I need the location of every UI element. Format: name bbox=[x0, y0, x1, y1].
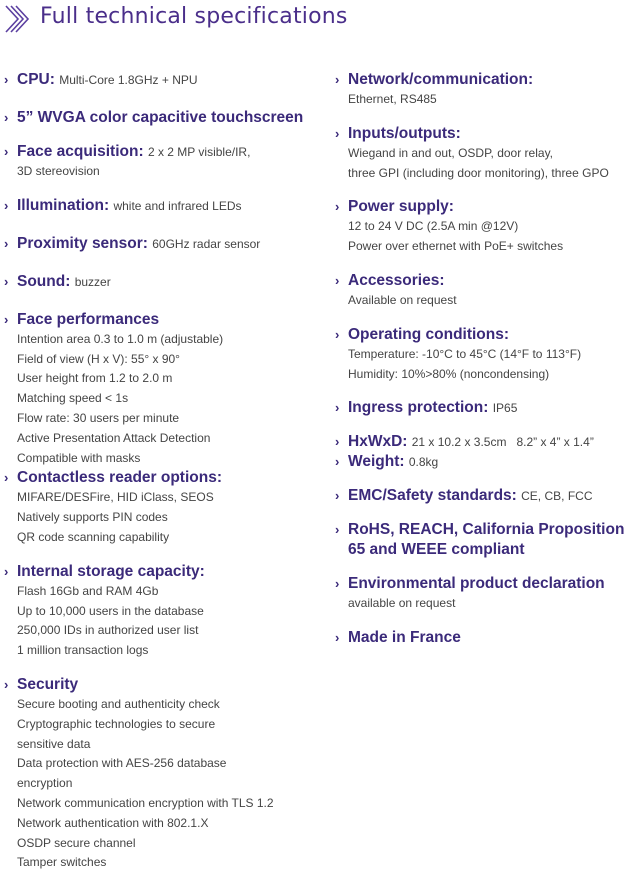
spec-line: 3D stereovision bbox=[17, 164, 100, 178]
spec-inputs-outputs bbox=[335, 124, 640, 184]
spec-line: Temperature: -10°C to 45°C (14°F to 113°F) bbox=[348, 346, 582, 361]
specs-right-column bbox=[335, 70, 640, 648]
spec-line: 1 million transaction logs bbox=[17, 643, 149, 658]
spec-contactless-reader bbox=[4, 468, 322, 547]
spec-line: QR code scanning capability bbox=[17, 529, 170, 544]
spec-heading: Proximity sensor: bbox=[17, 234, 148, 252]
spec-line: three GPI (including door monitoring), three GPO bbox=[348, 165, 609, 180]
spec-inline-value: Multi-Core 1.8GHz + NPU bbox=[59, 73, 198, 87]
spec-line: Up to 10,000 users in the database bbox=[17, 603, 204, 618]
spec-line: Secure booting and authenticity check bbox=[17, 696, 220, 711]
spec-line: Intention area 0.3 to 1.0 m (adjustable) bbox=[17, 331, 224, 346]
spec-line: Available on request bbox=[348, 292, 457, 307]
spec-face-performances bbox=[4, 310, 322, 469]
spec-face-acquisition bbox=[4, 142, 322, 182]
spec-line: Flash 16Gb and RAM 4Gb bbox=[17, 583, 159, 598]
spec-line: Network authentication with 802.1.X bbox=[17, 815, 209, 830]
spec-heading: Contactless reader options: bbox=[17, 469, 222, 487]
spec-environmental-declaration bbox=[335, 574, 640, 614]
spec-heading: HxWxD: bbox=[348, 433, 408, 451]
spec-operating-conditions bbox=[335, 325, 640, 385]
spec-heading: Ingress protection: bbox=[348, 399, 489, 417]
spec-cpu bbox=[4, 70, 322, 90]
spec-heading: Environmental product declaration bbox=[348, 575, 605, 593]
spec-line: Natively supports PIN codes bbox=[17, 510, 168, 525]
spec-network bbox=[335, 70, 640, 110]
spec-internal-storage bbox=[4, 562, 322, 661]
spec-heading: Sound: bbox=[17, 272, 71, 290]
spec-dimensions bbox=[335, 432, 640, 452]
spec-heading: CPU: bbox=[17, 71, 55, 88]
spec-line: OSDP secure channel bbox=[17, 835, 136, 850]
spec-heading: Weight: bbox=[348, 453, 405, 471]
spec-inline-value: 2 x 2 MP visible/IR, bbox=[147, 145, 251, 159]
spec-heading: Inputs/outputs: bbox=[348, 124, 461, 142]
chevron-right-icon: › bbox=[4, 235, 9, 251]
spec-line: Cryptographic technologies to secure bbox=[17, 716, 216, 731]
spec-emc-safety bbox=[335, 486, 640, 506]
spec-line: Active Presentation Attack Detection bbox=[17, 430, 211, 445]
spec-heading: EMC/Safety standards: bbox=[348, 487, 517, 505]
spec-inline-value: IP65 bbox=[492, 401, 518, 416]
spec-line: Flow rate: 30 users per minute bbox=[17, 410, 180, 425]
spec-proximity-sensor bbox=[4, 234, 322, 254]
spec-inline-value: buzzer bbox=[74, 274, 111, 289]
chevron-right-icon: › bbox=[335, 488, 340, 504]
spec-heading: Accessories: bbox=[348, 271, 445, 289]
spec-line: available on request bbox=[348, 596, 456, 611]
spec-touchscreen bbox=[4, 108, 322, 128]
spec-line: sensitive data bbox=[17, 736, 91, 751]
spec-made-in-france bbox=[335, 628, 640, 648]
chevron-right-icon: › bbox=[4, 72, 9, 87]
chevron-right-icon: › bbox=[335, 326, 340, 342]
spec-line: MIFARE/DESFire, HID iClass, SEOS bbox=[17, 490, 214, 505]
brand-chevron-logo-icon bbox=[4, 4, 30, 34]
spec-line: Data protection with AES-256 database bbox=[17, 756, 227, 771]
spec-line: User height from 1.2 to 2.0 m bbox=[17, 371, 173, 386]
page-header bbox=[0, 0, 640, 40]
spec-heading: Power supply: bbox=[348, 198, 454, 216]
spec-heading: 5” WVGA color capacitive touchscreen bbox=[17, 109, 304, 126]
spec-heading: Operating conditions: bbox=[348, 325, 510, 343]
spec-inline-value: white and infrared LEDs bbox=[113, 198, 242, 213]
spec-line: Field of view (H x V): 55° x 90° bbox=[17, 351, 180, 366]
spec-power-supply bbox=[335, 197, 640, 257]
chevron-right-icon: › bbox=[335, 522, 340, 538]
chevron-right-icon: › bbox=[4, 563, 9, 579]
spec-line: Power over ethernet with PoE+ switches bbox=[348, 239, 564, 254]
spec-inline-value: CE, CB, FCC bbox=[521, 489, 593, 504]
spec-line: 250,000 IDs in authorized user list bbox=[17, 623, 199, 638]
chevron-right-icon: › bbox=[335, 434, 340, 450]
spec-ingress-protection bbox=[335, 398, 640, 418]
spec-heading-continued: 65 and WEEE compliant bbox=[348, 541, 525, 559]
spec-weight bbox=[335, 452, 640, 472]
spec-heading: Network/communication: bbox=[348, 71, 534, 88]
spec-heading: Illumination: bbox=[17, 196, 110, 214]
chevron-right-icon: › bbox=[335, 576, 340, 592]
spec-inline-value: 60GHz radar sensor bbox=[152, 236, 261, 251]
spec-heading: Security bbox=[17, 675, 79, 693]
chevron-right-icon: › bbox=[335, 454, 340, 470]
spec-line: Humidity: 10%>80% (noncondensing) bbox=[348, 366, 550, 381]
chevron-right-icon: › bbox=[4, 311, 9, 327]
spec-security bbox=[4, 675, 322, 873]
spec-line: Matching speed < 1s bbox=[17, 391, 129, 406]
chevron-right-icon: › bbox=[335, 125, 340, 141]
spec-line: encryption bbox=[17, 776, 73, 791]
specs-left-column bbox=[4, 70, 322, 873]
spec-heading: RoHS, REACH, California Proposition bbox=[348, 521, 625, 539]
spec-line: Network communication encryption with TLS 1.2 bbox=[17, 795, 274, 810]
spec-inline-value: 0.8kg bbox=[408, 455, 439, 470]
chevron-right-icon: › bbox=[4, 273, 9, 289]
chevron-right-icon: › bbox=[4, 676, 9, 692]
chevron-right-icon: › bbox=[335, 272, 340, 288]
page-title: Full technical specifications bbox=[40, 4, 348, 29]
spec-accessories bbox=[335, 271, 640, 311]
spec-inline-value: 21 x 10.2 x 3.5cm 8.2” x 4” x 1.4” bbox=[411, 435, 594, 450]
spec-line: Ethernet, RS485 bbox=[348, 92, 437, 106]
chevron-right-icon: › bbox=[335, 199, 340, 215]
spec-heading: Internal storage capacity: bbox=[17, 562, 205, 580]
chevron-right-icon: › bbox=[335, 72, 340, 87]
spec-heading: Face acquisition: bbox=[17, 143, 144, 160]
chevron-right-icon: › bbox=[4, 110, 9, 125]
chevron-right-icon: › bbox=[4, 144, 9, 159]
spec-heading: Made in France bbox=[348, 629, 461, 647]
chevron-right-icon: › bbox=[4, 197, 9, 213]
spec-heading: Face performances bbox=[17, 310, 160, 328]
spec-illumination bbox=[4, 196, 322, 216]
chevron-right-icon: › bbox=[335, 400, 340, 416]
spec-rohs-reach bbox=[335, 520, 640, 560]
spec-line: Compatible with masks bbox=[17, 450, 141, 465]
spec-sound bbox=[4, 272, 322, 292]
spec-line: Wiegand in and out, OSDP, door relay, bbox=[348, 145, 554, 160]
spec-line: 12 to 24 V DC (2.5A min @12V) bbox=[348, 219, 519, 234]
chevron-right-icon: › bbox=[335, 630, 340, 646]
chevron-right-icon: › bbox=[4, 470, 9, 486]
spec-line: Tamper switches bbox=[17, 855, 107, 870]
